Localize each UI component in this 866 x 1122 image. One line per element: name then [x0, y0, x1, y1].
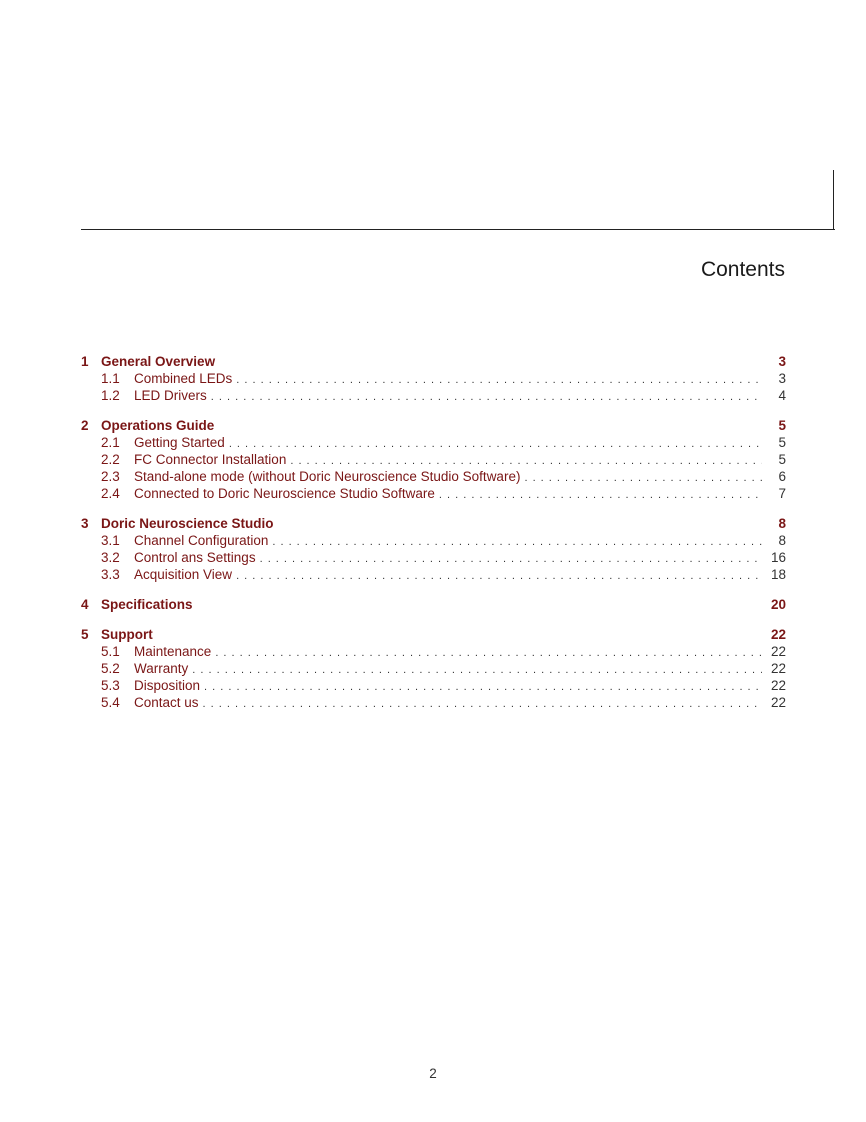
section-title: Channel Configuration: [134, 533, 269, 548]
section-number: 5.3: [101, 678, 120, 693]
chapter-number: 5: [81, 627, 89, 642]
toc-section-link[interactable]: [81, 643, 786, 660]
dot-leader: [211, 389, 762, 406]
header-vertical-rule: [833, 170, 834, 230]
section-title: Connected to Doric Neuroscience Studio Software: [134, 486, 435, 501]
dot-leader: [260, 551, 762, 568]
section-number: 3.3: [101, 567, 120, 582]
section-number: 3.1: [101, 533, 120, 548]
toc-section-link[interactable]: [81, 468, 786, 485]
dot-leader: [524, 470, 762, 487]
chapter-page-number: 8: [778, 516, 786, 531]
contents-title: Contents: [700, 258, 785, 281]
section-number: 2.1: [101, 435, 120, 450]
section-page-number: 22: [770, 678, 786, 693]
section-page-number: 8: [778, 533, 786, 548]
toc-section-link[interactable]: [81, 434, 786, 451]
toc-section-link[interactable]: [81, 566, 786, 583]
section-page-number: 5: [778, 452, 786, 467]
section-page-number: 18: [770, 567, 786, 582]
section-number: 1.1: [101, 371, 120, 386]
section-number: 2.3: [101, 469, 120, 484]
chapter-number: 1: [81, 354, 89, 369]
chapter-page-number: 5: [778, 418, 786, 433]
toc-section-link[interactable]: [81, 387, 786, 404]
section-title: Combined LEDs: [134, 371, 233, 386]
dot-leader: [215, 645, 762, 662]
toc-chapter-link[interactable]: [81, 626, 786, 643]
section-page-number: 3: [778, 371, 786, 386]
toc-section-link[interactable]: [81, 694, 786, 711]
section-page-number: 6: [778, 469, 786, 484]
toc-chapter: [81, 626, 786, 711]
section-number: 5.4: [101, 695, 120, 710]
header-rule: [81, 229, 835, 230]
section-page-number: 22: [770, 661, 786, 676]
section-title: Contact us: [134, 695, 199, 710]
toc-chapter-link[interactable]: [81, 417, 786, 434]
dot-leader: [272, 534, 762, 551]
toc-section-link[interactable]: [81, 485, 786, 502]
chapter-number: 3: [81, 516, 89, 531]
dot-leader: [203, 696, 762, 713]
section-title: Getting Started: [134, 435, 225, 450]
toc-section-link[interactable]: [81, 370, 786, 387]
page-number: 2: [429, 1066, 437, 1081]
section-page-number: 4: [778, 388, 786, 403]
chapter-page-number: 3: [778, 354, 786, 369]
toc-section-link[interactable]: [81, 660, 786, 677]
section-number: 2.2: [101, 452, 120, 467]
section-number: 5.1: [101, 644, 120, 659]
toc-chapter-link[interactable]: [81, 353, 786, 370]
dot-leader: [192, 662, 762, 679]
toc-chapter: [81, 596, 786, 613]
section-page-number: 16: [770, 550, 786, 565]
section-page-number: 22: [770, 695, 786, 710]
toc-chapter: [81, 515, 786, 583]
toc-section-link[interactable]: [81, 677, 786, 694]
toc-chapter: [81, 417, 786, 502]
section-page-number: 7: [778, 486, 786, 501]
section-title: Maintenance: [134, 644, 212, 659]
toc-section-link[interactable]: [81, 532, 786, 549]
chapter-title: General Overview: [101, 354, 216, 369]
toc-chapter-link[interactable]: [81, 515, 786, 532]
chapter-title: Specifications: [101, 597, 193, 612]
table-of-contents: [81, 353, 786, 724]
section-title: FC Connector Installation: [134, 452, 287, 467]
chapter-title: Support: [101, 627, 153, 642]
section-title: Acquisition View: [134, 567, 233, 582]
section-title: Control ans Settings: [134, 550, 256, 565]
chapter-page-number: 22: [770, 627, 786, 642]
chapter-number: 4: [81, 597, 89, 612]
section-number: 5.2: [101, 661, 120, 676]
toc-chapter: [81, 353, 786, 404]
section-title: LED Drivers: [134, 388, 207, 403]
section-title: Stand-alone mode (without Doric Neuroscience Studio Software): [134, 469, 521, 484]
dot-leader: [204, 679, 762, 696]
section-number: 1.2: [101, 388, 120, 403]
dot-leader: [236, 568, 762, 585]
toc-chapter-link[interactable]: [81, 596, 786, 613]
section-title: Disposition: [134, 678, 201, 693]
chapter-page-number: 20: [770, 597, 786, 612]
chapter-number: 2: [81, 418, 89, 433]
section-title: Warranty: [134, 661, 189, 676]
dot-leader: [229, 436, 762, 453]
dot-leader: [439, 487, 762, 504]
dot-leader: [236, 372, 762, 389]
chapter-title: Operations Guide: [101, 418, 215, 433]
toc-section-link[interactable]: [81, 549, 786, 566]
chapter-title: Doric Neuroscience Studio: [101, 516, 274, 531]
section-number: 3.2: [101, 550, 120, 565]
section-page-number: 5: [778, 435, 786, 450]
toc-section-link[interactable]: [81, 451, 786, 468]
section-page-number: 22: [770, 644, 786, 659]
section-number: 2.4: [101, 486, 120, 501]
